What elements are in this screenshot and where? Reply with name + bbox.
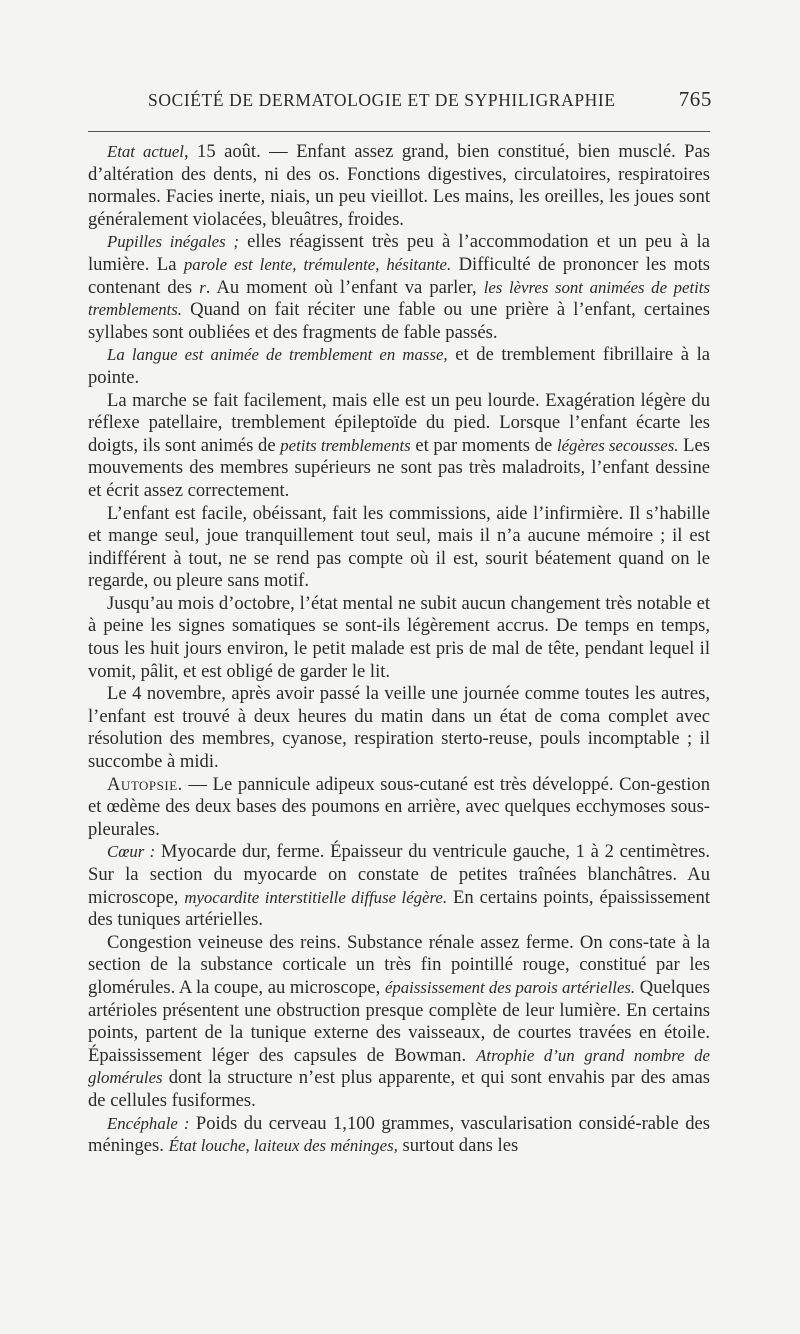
running-head-title: SOCIÉTÉ DE DERMATOLOGIE ET DE SYPHILIGRAPHIE bbox=[148, 90, 616, 110]
text-run: La marche se fait facilement, mais elle est un peu lourde. Exagération légère du réflexe patellaire, tremblement épileptoïde du pied. Lorsque l’enfant écarte les doigts, ils sont animés de bbox=[88, 389, 710, 456]
paragraph bbox=[88, 503, 710, 593]
text-run: Poids du cerveau 1,100 grammes, vascularisation considé-rable des méninges. bbox=[88, 1112, 710, 1157]
text-run: , 15 août. — Enfant assez grand, bien constitué, bien musclé. Pas d’altération des dents, ni des os. Fonctions digestives, circulatoires, respiratoires normales. Facies inerte, niais, un peu vieillot. Les mains, les oreilles, les joues sont généralement violacées, bleuâtres, froides. bbox=[88, 141, 710, 230]
text-run: dont la structure n’est plus apparente, et qui sont envahis par des amas de cellules fusiformes. bbox=[88, 1067, 710, 1111]
italic-text: légères secousses. bbox=[556, 435, 679, 455]
italic-text: Atrophie d’un grand nombre de glomérules bbox=[88, 1045, 710, 1088]
page-number: 765 bbox=[678, 87, 712, 111]
italic-text: épaississement des parois artérielles. bbox=[384, 977, 636, 997]
header-rule bbox=[88, 131, 710, 132]
paragraph bbox=[88, 774, 710, 842]
text-run: Les mouvements des membres supérieurs ne sont pas très maladroits, l’enfant dessine et écrit assez correctement. bbox=[88, 434, 710, 501]
text-run: . Au moment où l’enfant va parler, bbox=[205, 276, 484, 298]
paragraph bbox=[88, 932, 710, 1113]
italic-text: Pupilles inégales ; bbox=[107, 232, 239, 252]
paragraph bbox=[88, 683, 710, 773]
text-run: Quelques artérioles présentent une obstruction presque complète de leur lumière. En certains points, partent de la tunique externe des vaisseaux, de courtes travées en étoile. Épaississement léger des capsules de Bowman. bbox=[88, 976, 711, 1066]
paragraph bbox=[88, 141, 710, 231]
small-caps-heading: Autopsie. bbox=[107, 773, 183, 795]
text-run: Congestion veineuse des reins. Substance rénale assez ferme. On cons-tate à la section de la substance corticale un très fin pointillé rouge, constitué par les glomérules. A la coupe, au microscope, bbox=[88, 931, 710, 998]
italic-text: La langue est animée de tremblement en masse, bbox=[107, 345, 448, 365]
paragraph bbox=[88, 1113, 710, 1158]
text-run: Le 4 novembre, après avoir passé la veille une journée comme toutes les autres, l’enfant est trouvé à deux heures du matin dans un état de coma complet avec résolution des membres, cyanose, respiration sterto-reuse, pouls incomptable ; il succombe à midi. bbox=[88, 683, 710, 773]
text-run: et de tremblement fibrillaire à la pointe. bbox=[88, 344, 710, 388]
body-text bbox=[88, 141, 710, 1158]
paragraph bbox=[88, 841, 710, 931]
text-run: — Le pannicule adipeux sous-cutané est très développé. Con-gestion et œdème des deux bases des poumons en arrière, avec quelques ecchymoses sous-pleurales. bbox=[88, 773, 710, 840]
italic-text: petits tremblements bbox=[280, 435, 411, 455]
italic-text: Encéphale : bbox=[107, 1113, 190, 1133]
text-run: L’enfant est facile, obéissant, fait les commissions, aide l’infirmière. Il s’habille et mange seul, joue tranquillement tout seul, mais il n’a aucune mémoire ; il est indifférent à tout, ne se rend pas compte où il est, sourit béatement quand on le regarde, ou pleure sans motif. bbox=[88, 502, 710, 592]
italic-text: r bbox=[199, 277, 206, 297]
text-run: En certains points, épaississement des tuniques artérielles. bbox=[88, 886, 710, 931]
paragraph bbox=[88, 390, 710, 503]
italic-text: les lèvres sont animées de petits tremblements. bbox=[88, 277, 710, 320]
paragraph bbox=[88, 344, 710, 389]
italic-text: Cœur : bbox=[107, 842, 156, 862]
italic-text: État louche, laiteux des méninges, bbox=[168, 1136, 398, 1156]
italic-text: myocardite interstitielle diffuse légère. bbox=[184, 887, 448, 907]
text-run: surtout dans les bbox=[397, 1135, 519, 1157]
text-run: Myocarde dur, ferme. Épaisseur du ventricule gauche, 1 à 2 centimètres. Sur la section du myocarde on constate de petites traînées blanchâtres. Au microscope, bbox=[88, 841, 711, 908]
paragraph bbox=[88, 593, 710, 683]
italic-text: Etat actuel bbox=[107, 142, 184, 161]
text-run: Difficulté de prononcer les mots contenant des bbox=[88, 253, 710, 298]
text-run: et par moments de bbox=[410, 434, 557, 456]
text-run: Jusqu’au mois d’octobre, l’état mental ne subit aucun changement très notable et à peine les signes somatiques se sont-ils légèrement accrus. De temps en temps, tous les huit jours environ, le petit malade est pris de mal de tête, pendant lequel il vomit, pâlit, et est obligé de garder le lit. bbox=[88, 592, 710, 682]
text-run: elles réagissent très peu à l’accommodation et un peu à la lumière. La bbox=[88, 231, 710, 275]
text-run: Quand on fait réciter une fable ou une prière à l’enfant, certaines syllabes sont oubliées et des fragments de fable passés. bbox=[88, 299, 710, 343]
paragraph bbox=[88, 231, 710, 344]
italic-text: parole est lente, trémulente, hésitante. bbox=[183, 254, 452, 274]
